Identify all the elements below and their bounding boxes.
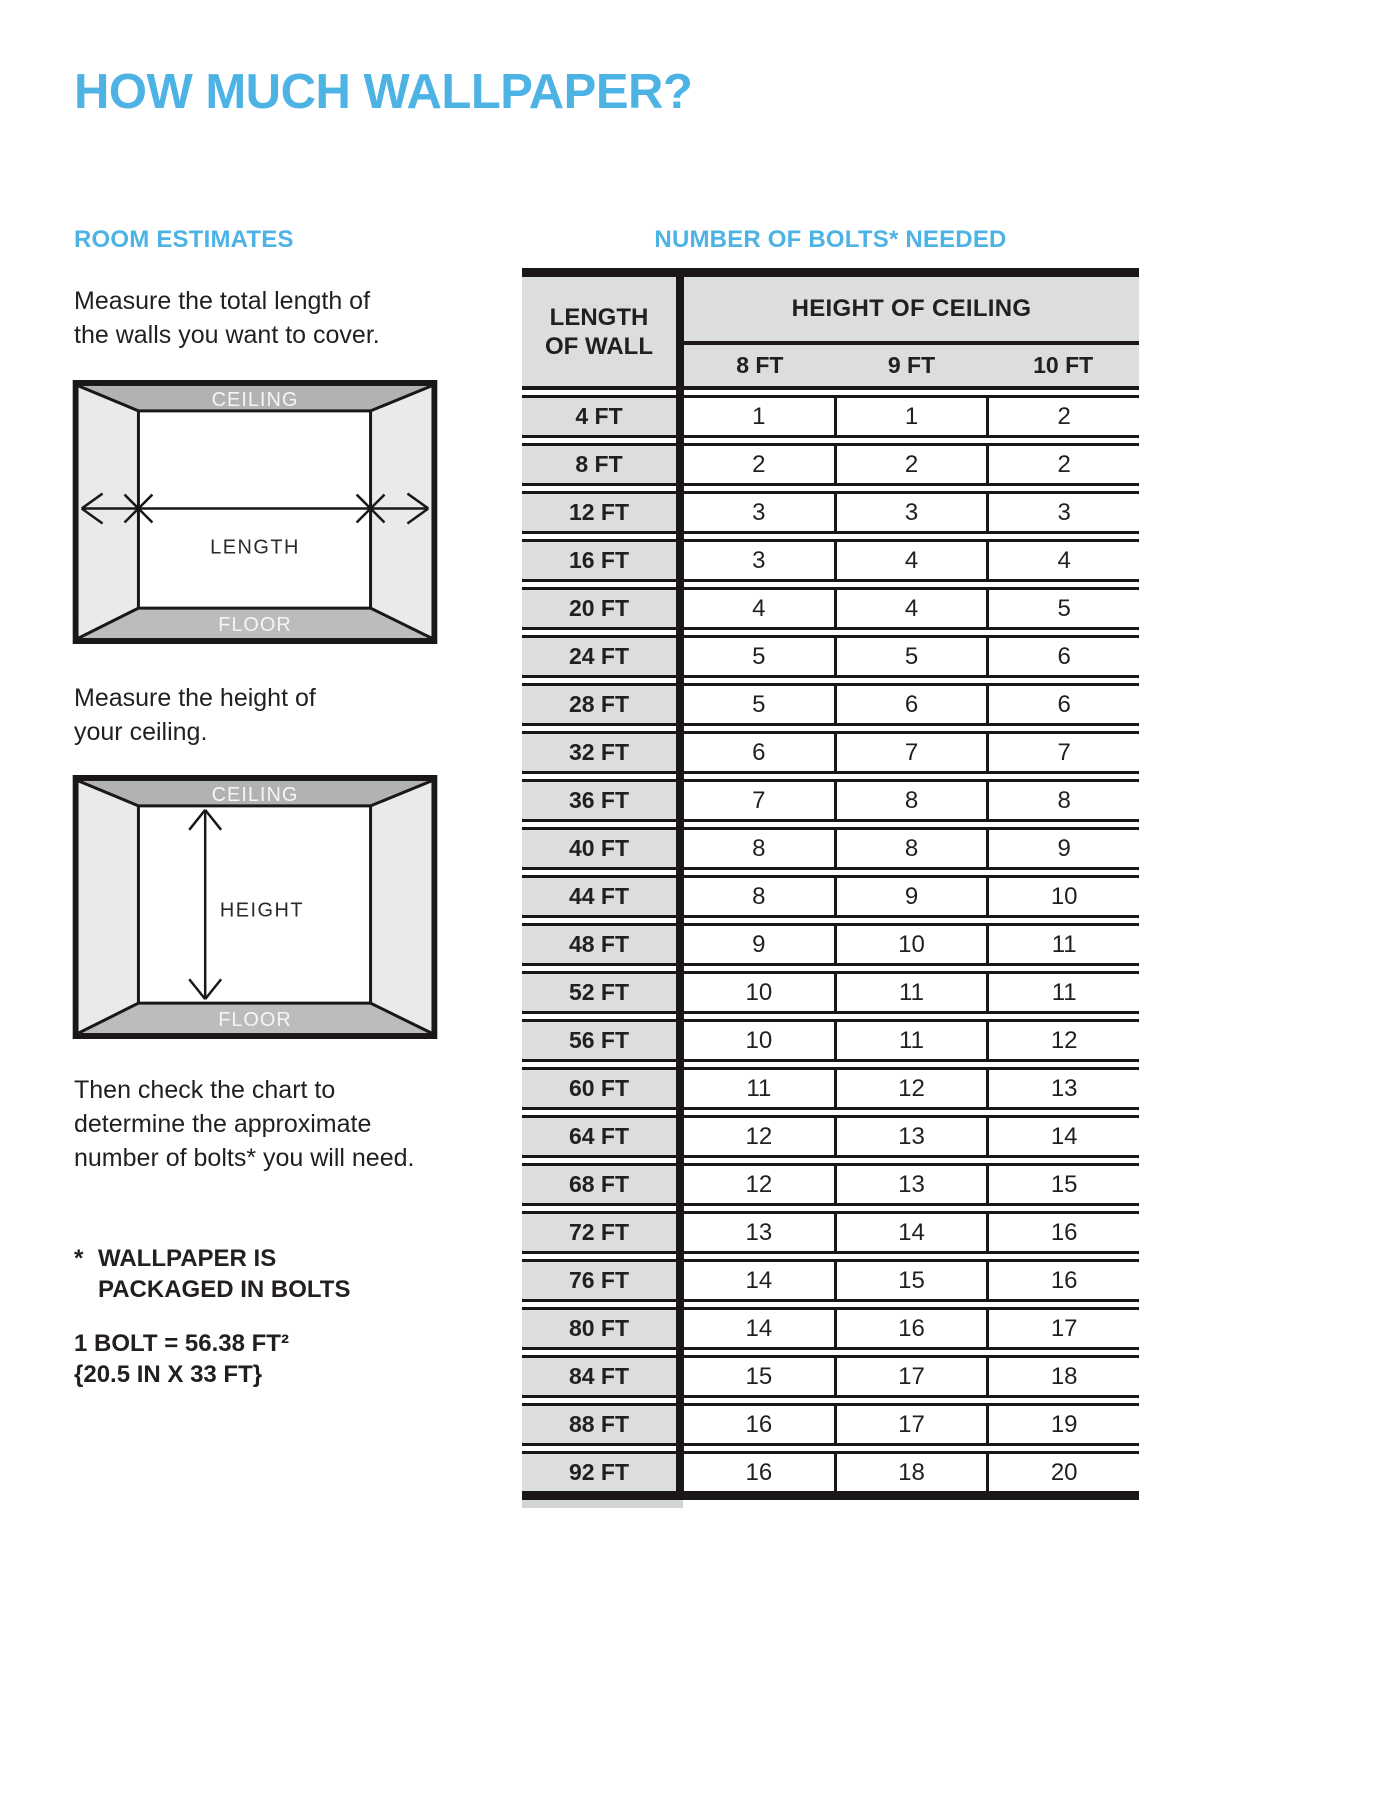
bolt-count-cell: 8	[684, 827, 834, 870]
bolt-count-cell: 7	[986, 731, 1139, 774]
bolt-count-cell: 14	[834, 1211, 987, 1254]
table-header	[522, 277, 1139, 390]
row-length-label: 56 FT	[522, 1019, 676, 1062]
bolts-footnote	[74, 1243, 350, 1305]
ceiling-height-header-group	[684, 277, 1139, 390]
bolt-equivalence: 1 BOLT = 56.38 FT²	[74, 1330, 289, 1357]
page-title: HOW MUCH WALLPAPER?	[74, 65, 693, 119]
row-cells	[684, 1211, 1139, 1254]
instruction-line: number of bolts* you will need.	[74, 1144, 415, 1172]
bolt-count-cell: 18	[834, 1451, 987, 1494]
bolt-count-cell: 13	[834, 1163, 987, 1206]
table-row	[522, 395, 1139, 438]
bolt-count-cell: 5	[834, 635, 987, 678]
bolt-count-cell: 8	[986, 779, 1139, 822]
bolt-count-cell: 15	[834, 1259, 987, 1302]
bolt-count-cell: 8	[834, 779, 987, 822]
bolt-count-cell: 3	[684, 491, 834, 534]
row-cells	[684, 1355, 1139, 1398]
row-header-line: LENGTH	[549, 303, 649, 331]
table-row	[522, 683, 1139, 726]
bolt-count-cell: 4	[986, 539, 1139, 582]
row-length-label: 60 FT	[522, 1067, 676, 1110]
table-row	[522, 827, 1139, 870]
bolt-count-cell: 6	[986, 683, 1139, 726]
height-dimension-label: HEIGHT	[219, 899, 305, 922]
length-dimension-label: LENGTH	[210, 536, 300, 559]
bolt-count-cell: 17	[986, 1307, 1139, 1350]
row-length-label: 80 FT	[522, 1307, 676, 1350]
table-row	[522, 443, 1139, 486]
row-cells	[684, 1019, 1139, 1062]
bolt-count-cell: 8	[834, 827, 987, 870]
bolt-count-cell: 9	[834, 875, 987, 918]
table-bottom-strip	[522, 1500, 683, 1508]
instruction-line: the walls you want to cover.	[74, 321, 380, 349]
table-row	[522, 779, 1139, 822]
bolt-count-cell: 13	[834, 1115, 987, 1158]
bolt-count-cell: 10	[834, 923, 987, 966]
table-row	[522, 635, 1139, 678]
left-wall-surface	[79, 781, 139, 1033]
bolt-count-cell: 10	[986, 875, 1139, 918]
bolt-count-cell: 10	[684, 971, 834, 1014]
row-cells	[684, 491, 1139, 534]
right-wall-surface	[371, 781, 432, 1033]
bolt-count-cell: 6	[834, 683, 987, 726]
bolts-table	[522, 268, 1139, 1508]
bolt-count-cell: 16	[684, 1451, 834, 1494]
row-length-label: 28 FT	[522, 683, 676, 726]
row-length-label: 24 FT	[522, 635, 676, 678]
bolt-count-cell: 11	[986, 971, 1139, 1014]
row-cells	[684, 971, 1139, 1014]
row-cells	[684, 1451, 1139, 1494]
bolt-count-cell: 15	[986, 1163, 1139, 1206]
row-length-label: 8 FT	[522, 443, 676, 486]
row-cells	[684, 1307, 1139, 1350]
table-divider-bar	[676, 268, 684, 1500]
row-cells	[684, 875, 1139, 918]
row-cells	[684, 923, 1139, 966]
row-length-label: 76 FT	[522, 1259, 676, 1302]
table-row	[522, 587, 1139, 630]
row-length-label: 40 FT	[522, 827, 676, 870]
row-cells	[684, 779, 1139, 822]
bolt-count-cell: 6	[986, 635, 1139, 678]
row-cells	[684, 827, 1139, 870]
row-cells	[684, 1115, 1139, 1158]
row-length-label: 68 FT	[522, 1163, 676, 1206]
row-length-label: 12 FT	[522, 491, 676, 534]
table-row	[522, 971, 1139, 1014]
bolt-count-cell: 3	[684, 539, 834, 582]
row-length-label: 92 FT	[522, 1451, 676, 1494]
bolt-count-cell: 11	[986, 923, 1139, 966]
ceiling-label: CEILING	[211, 388, 299, 411]
row-cells	[684, 395, 1139, 438]
bolt-count-cell: 4	[834, 539, 987, 582]
bolt-count-cell: 14	[684, 1259, 834, 1302]
bolt-count-cell: 18	[986, 1355, 1139, 1398]
bolt-count-cell: 4	[684, 587, 834, 630]
instruction-line: Then check the chart to	[74, 1076, 336, 1104]
row-cells	[684, 635, 1139, 678]
instruction-measure-length	[74, 284, 380, 352]
bolt-count-cell: 4	[834, 587, 987, 630]
instruction-line: your ceiling.	[74, 718, 208, 746]
bolt-count-cell: 16	[986, 1259, 1139, 1302]
row-header-line: OF WALL	[545, 332, 653, 360]
table-row	[522, 539, 1139, 582]
row-header-length-of-wall	[522, 277, 676, 390]
row-cells	[684, 683, 1139, 726]
table-row	[522, 1211, 1139, 1254]
instruction-line: Measure the total length of	[74, 287, 371, 315]
bolt-count-cell: 2	[986, 443, 1139, 486]
instruction-check-chart	[74, 1073, 414, 1175]
row-cells	[684, 539, 1139, 582]
bolt-count-cell: 16	[986, 1211, 1139, 1254]
bolt-count-cell: 11	[834, 1019, 987, 1062]
row-length-label: 20 FT	[522, 587, 676, 630]
table-row	[522, 1019, 1139, 1062]
row-cells	[684, 1403, 1139, 1446]
table-row	[522, 1163, 1139, 1206]
bolt-count-cell: 14	[986, 1115, 1139, 1158]
col-group-height-of-ceiling: HEIGHT OF CEILING	[684, 277, 1139, 341]
row-length-label: 32 FT	[522, 731, 676, 774]
instruction-line: determine the approximate	[74, 1110, 372, 1138]
row-length-label: 44 FT	[522, 875, 676, 918]
bolt-dimensions: {20.5 IN X 33 FT}	[74, 1361, 263, 1388]
table-row	[522, 875, 1139, 918]
room-length-diagram	[72, 380, 438, 644]
bolt-count-cell: 1	[684, 395, 834, 438]
row-length-label: 16 FT	[522, 539, 676, 582]
row-cells	[684, 1259, 1139, 1302]
bolt-count-cell: 13	[684, 1211, 834, 1254]
row-length-label: 84 FT	[522, 1355, 676, 1398]
footnote-line	[74, 1243, 350, 1274]
bolt-count-cell: 12	[834, 1067, 987, 1110]
room-height-diagram	[72, 775, 438, 1039]
table-row	[522, 923, 1139, 966]
bolt-count-cell: 9	[684, 923, 834, 966]
bolt-count-cell: 12	[684, 1163, 834, 1206]
ceiling-label: CEILING	[211, 783, 299, 806]
instruction-line: Measure the height of	[74, 684, 316, 712]
table-row	[522, 1403, 1139, 1446]
bolt-count-cell: 1	[834, 395, 987, 438]
table-row	[522, 491, 1139, 534]
table-row	[522, 1451, 1139, 1494]
row-length-label: 64 FT	[522, 1115, 676, 1158]
row-cells	[684, 443, 1139, 486]
floor-label: FLOOR	[218, 1009, 292, 1032]
bolt-count-cell: 5	[986, 587, 1139, 630]
bolt-size-info	[74, 1328, 289, 1390]
bolt-count-cell: 20	[986, 1451, 1139, 1494]
table-row	[522, 1115, 1139, 1158]
table-row	[522, 731, 1139, 774]
bolt-count-cell: 3	[834, 491, 987, 534]
bolt-count-cell: 8	[684, 875, 834, 918]
table-row	[522, 1307, 1139, 1350]
table-top-rule	[522, 268, 1139, 277]
asterisk-marker: *	[74, 1245, 84, 1272]
row-length-label: 48 FT	[522, 923, 676, 966]
bolt-count-cell: 16	[684, 1403, 834, 1446]
bolt-count-cell: 15	[684, 1355, 834, 1398]
bolt-count-cell: 13	[986, 1067, 1139, 1110]
row-length-label: 88 FT	[522, 1403, 676, 1446]
col-header-9ft: 9 FT	[887, 352, 936, 378]
row-length-label: 36 FT	[522, 779, 676, 822]
row-length-label: 52 FT	[522, 971, 676, 1014]
footnote-text: PACKAGED IN BOLTS	[98, 1276, 351, 1303]
row-cells	[684, 587, 1139, 630]
table-row	[522, 1355, 1139, 1398]
row-cells	[684, 731, 1139, 774]
col-header-10ft: 10 FT	[1033, 352, 1094, 378]
col-header-8ft: 8 FT	[736, 352, 784, 378]
bolt-count-cell: 16	[834, 1307, 987, 1350]
row-length-label: 72 FT	[522, 1211, 676, 1254]
room-estimates-heading: ROOM ESTIMATES	[74, 226, 294, 253]
bolts-table-heading: NUMBER OF BOLTS* NEEDED	[654, 226, 1007, 253]
table-row	[522, 1067, 1139, 1110]
bolt-count-cell: 7	[834, 731, 987, 774]
table-rows	[522, 395, 1139, 1494]
bolt-count-cell: 12	[684, 1115, 834, 1158]
bolt-count-cell: 2	[986, 395, 1139, 438]
bolt-count-cell: 3	[986, 491, 1139, 534]
bolt-count-cell: 14	[684, 1307, 834, 1350]
bolt-count-cell: 12	[986, 1019, 1139, 1062]
bolt-count-cell: 6	[684, 731, 834, 774]
room-height-diagram-svg	[72, 775, 438, 1039]
bolt-count-cell: 9	[986, 827, 1139, 870]
bolt-count-cell: 5	[684, 635, 834, 678]
bolt-count-cell: 17	[834, 1355, 987, 1398]
table-row	[522, 1259, 1139, 1302]
room-length-diagram-svg	[72, 380, 438, 644]
row-cells	[684, 1163, 1139, 1206]
row-length-label: 4 FT	[522, 395, 676, 438]
row-cells	[684, 1067, 1139, 1110]
footnote-text: WALLPAPER IS	[98, 1245, 277, 1272]
bolt-count-cell: 5	[684, 683, 834, 726]
column-headers	[684, 345, 1139, 390]
bolt-count-cell: 2	[684, 443, 834, 486]
bolt-count-cell: 19	[986, 1403, 1139, 1446]
bolt-count-cell: 17	[834, 1403, 987, 1446]
bolt-count-cell: 7	[684, 779, 834, 822]
bolt-count-cell: 10	[684, 1019, 834, 1062]
floor-label: FLOOR	[218, 614, 292, 637]
bolt-count-cell: 2	[834, 443, 987, 486]
bolt-count-cell: 11	[834, 971, 987, 1014]
bolt-count-cell: 11	[684, 1067, 834, 1110]
instruction-measure-height	[74, 681, 316, 749]
